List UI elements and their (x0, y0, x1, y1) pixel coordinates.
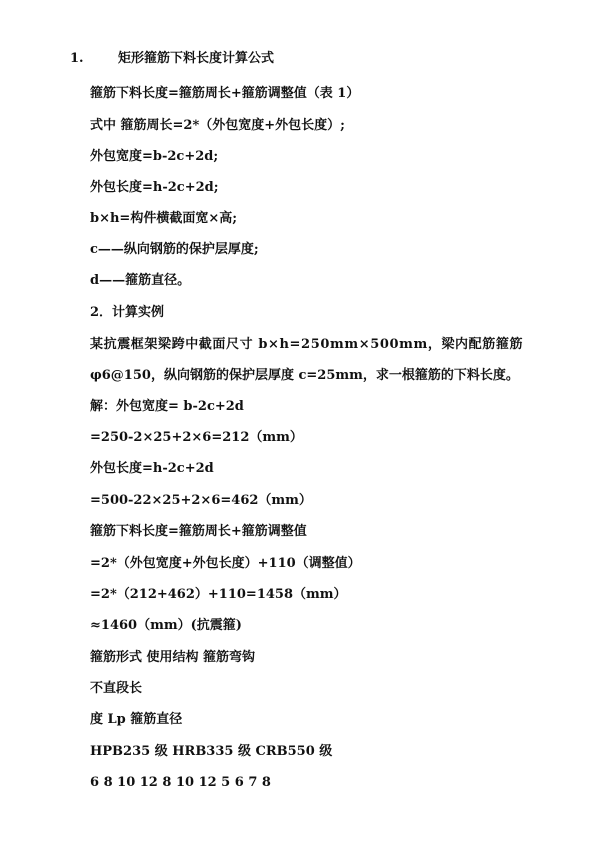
section-number: 1. (70, 51, 84, 66)
definition-c: c——纵向钢筋的保护层厚度; (90, 242, 259, 257)
table-header-line: 不直段长 (90, 681, 143, 696)
table-values-line: 6 8 10 12 8 10 12 5 6 7 8 (90, 775, 271, 790)
result-line: ≈1460（mm）(抗震箍) (90, 618, 242, 633)
section-heading-example: 2．计算实例 (90, 305, 165, 320)
example-text: φ6@150，纵向钢筋的保护层厚度 c=25mm，求一根箍筋的下料长度。 (90, 368, 519, 383)
formula-line: 外包长度=h-2c+2d (90, 461, 214, 476)
definition-bh: b×h=构件横截面宽×高; (90, 211, 238, 226)
calculation-line: =2*（212+462）+110=1458（mm） (90, 587, 347, 602)
table-header-line: 度 Lp 箍筋直径 (90, 712, 183, 727)
calculation-line: =2*（外包宽度+外包长度）+110（调整值） (90, 556, 361, 571)
table-header-line: HPB235 级 HRB335 级 CRB550 级 (90, 744, 333, 759)
definition-d: d——箍筋直径。 (90, 273, 191, 288)
solution-line: 解：外包宽度= b-2c+2d (90, 399, 244, 414)
formula-line: 箍筋下料长度=箍筋周长+箍筋调整值（表 1） (90, 86, 360, 101)
section-heading (70, 50, 274, 68)
formula-outer-width: 外包宽度=b-2c+2d; (90, 149, 219, 164)
formula-outer-length: 外包长度=h-2c+2d; (90, 180, 219, 195)
formula-line: 箍筋下料长度=箍筋周长+箍筋调整值 (90, 524, 307, 539)
calculation-line: =250-2×25+2×6=212（mm） (90, 430, 303, 445)
formula-perimeter: 式中 箍筋周长=2*（外包宽度+外包长度）; (90, 118, 345, 133)
section-title: 矩形箍筋下料长度计算公式 (118, 51, 275, 66)
calculation-line: =500-22×25+2×6=462（mm） (90, 493, 312, 508)
table-header-line: 箍筋形式 使用结构 箍筋弯钩 (90, 650, 256, 665)
example-text: 某抗震框架梁跨中截面尺寸 b×h=250mm×500mm，梁内配筋箍筋 (90, 337, 524, 352)
